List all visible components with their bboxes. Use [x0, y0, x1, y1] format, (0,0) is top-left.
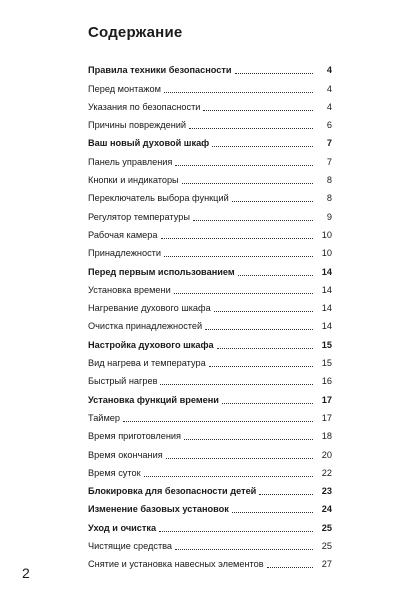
toc-entry-page: 14 — [321, 303, 332, 314]
toc-entry-label: Изменение базовых установок — [88, 504, 229, 515]
toc-entry-label: Таймер — [88, 412, 120, 423]
dot-leader — [267, 566, 313, 568]
toc-section-row — [88, 515, 332, 533]
table-of-contents — [88, 58, 332, 570]
dot-leader — [166, 457, 313, 459]
toc-entry-row — [88, 552, 332, 570]
toc-entry-row — [88, 76, 332, 94]
dot-leader — [203, 109, 313, 111]
toc-entry-page: 25 — [321, 522, 332, 533]
dot-leader — [164, 255, 313, 257]
dot-leader — [144, 475, 313, 477]
toc-section-row — [88, 58, 332, 76]
toc-entry-page: 4 — [326, 65, 332, 76]
page-title: Содержание — [88, 24, 183, 41]
toc-entry-page: 24 — [321, 504, 332, 515]
dot-leader — [259, 493, 313, 495]
dot-leader — [161, 237, 313, 239]
toc-entry-page: 4 — [326, 101, 332, 112]
dot-leader — [217, 347, 313, 349]
toc-entry-page: 7 — [326, 156, 332, 167]
toc-entry-label: Рабочая камера — [88, 229, 158, 240]
toc-entry-page: 27 — [321, 559, 332, 570]
toc-section-row — [88, 131, 332, 149]
toc-entry-page: 18 — [321, 431, 332, 442]
toc-entry-page: 10 — [321, 248, 332, 259]
toc-section-row — [88, 497, 332, 515]
toc-entry-label: Уход и очистка — [88, 522, 157, 533]
dot-leader — [214, 310, 313, 312]
toc-entry-label: Указания по безопасности — [88, 101, 201, 112]
dot-leader — [184, 438, 313, 440]
toc-entry-page: 7 — [326, 138, 332, 149]
toc-entry-label: Настройка духового шкафа — [88, 339, 214, 350]
dot-leader — [193, 219, 313, 221]
dot-leader — [232, 511, 313, 513]
toc-entry-page: 22 — [321, 467, 332, 478]
toc-entry-page: 8 — [326, 193, 332, 204]
toc-entry-label: Перед первым использованием — [88, 266, 235, 277]
toc-entry-label: Переключатель выбора функций — [88, 193, 229, 204]
toc-entry-row — [88, 534, 332, 552]
dot-leader — [238, 274, 313, 276]
toc-entry-label: Установка функций времени — [88, 394, 219, 405]
dot-leader — [189, 127, 313, 129]
toc-entry-label: Время окончания — [88, 449, 163, 460]
toc-entry-label: Причины повреждений — [88, 120, 187, 131]
toc-entry-page: 14 — [321, 284, 332, 295]
toc-entry-page: 15 — [321, 358, 332, 369]
toc-entry-row — [88, 314, 332, 332]
toc-entry-page: 17 — [321, 412, 332, 423]
toc-entry-label: Кнопки и индикаторы — [88, 175, 179, 186]
toc-entry-page: 17 — [321, 394, 332, 405]
dot-leader — [232, 200, 313, 202]
dot-leader — [209, 365, 313, 367]
toc-entry-page: 4 — [326, 83, 332, 94]
toc-entry-row — [88, 369, 332, 387]
dot-leader — [175, 164, 313, 166]
toc-entry-label: Очистка принадлежностей — [88, 321, 203, 332]
dot-leader — [205, 328, 313, 330]
toc-section-row — [88, 387, 332, 405]
toc-entry-row — [88, 223, 332, 241]
toc-entry-row — [88, 113, 332, 131]
dot-leader — [182, 182, 313, 184]
toc-entry-page: 23 — [321, 486, 332, 497]
toc-entry-page: 14 — [321, 321, 332, 332]
toc-entry-label: Чистящие средства — [88, 541, 173, 552]
page-number: 2 — [22, 565, 30, 581]
toc-entry-label: Установка времени — [88, 284, 171, 295]
toc-entry-label: Перед монтажом — [88, 83, 161, 94]
toc-entry-row — [88, 95, 332, 113]
toc-entry-row — [88, 442, 332, 460]
toc-entry-row — [88, 351, 332, 369]
toc-entry-row — [88, 186, 332, 204]
dot-leader — [164, 91, 313, 93]
toc-entry-page: 6 — [326, 120, 332, 131]
toc-entry-page: 20 — [321, 449, 332, 460]
dot-leader — [235, 72, 313, 74]
dot-leader — [212, 145, 313, 147]
toc-entry-label: Правила техники безопасности — [88, 65, 232, 76]
dot-leader — [160, 383, 313, 385]
toc-entry-row — [88, 461, 332, 479]
toc-entry-row — [88, 168, 332, 186]
toc-entry-page: 10 — [321, 229, 332, 240]
toc-entry-row — [88, 424, 332, 442]
toc-entry-label: Ваш новый духовой шкаф — [88, 138, 210, 149]
toc-entry-label: Нагревание духового шкафа — [88, 303, 211, 314]
toc-entry-page: 15 — [321, 339, 332, 350]
toc-section-row — [88, 479, 332, 497]
toc-entry-row — [88, 296, 332, 314]
toc-entry-page: 14 — [321, 266, 332, 277]
toc-section-row — [88, 259, 332, 277]
toc-entry-page: 9 — [326, 211, 332, 222]
toc-entry-label: Быстрый нагрев — [88, 376, 158, 387]
toc-entry-label: Время приготовления — [88, 431, 182, 442]
toc-entry-page: 8 — [326, 175, 332, 186]
dot-leader — [123, 420, 313, 422]
toc-entry-label: Блокировка для безопасности детей — [88, 486, 257, 497]
toc-entry-page: 16 — [321, 376, 332, 387]
toc-entry-row — [88, 406, 332, 424]
toc-entry-label: Регулятор температуры — [88, 211, 190, 222]
dot-leader — [174, 292, 313, 294]
toc-section-row — [88, 332, 332, 350]
toc-entry-label: Время суток — [88, 467, 141, 478]
toc-entry-page: 25 — [321, 541, 332, 552]
toc-entry-label: Панель управления — [88, 156, 173, 167]
toc-entry-row — [88, 149, 332, 167]
toc-entry-label: Вид нагрева и температура — [88, 358, 206, 369]
toc-entry-label: Снятие и установка навесных элементов — [88, 559, 264, 570]
toc-entry-row — [88, 278, 332, 296]
toc-entry-row — [88, 204, 332, 222]
dot-leader — [175, 548, 313, 550]
dot-leader — [222, 402, 313, 404]
dot-leader — [159, 530, 313, 532]
toc-entry-label: Принадлежности — [88, 248, 162, 259]
toc-entry-row — [88, 241, 332, 259]
